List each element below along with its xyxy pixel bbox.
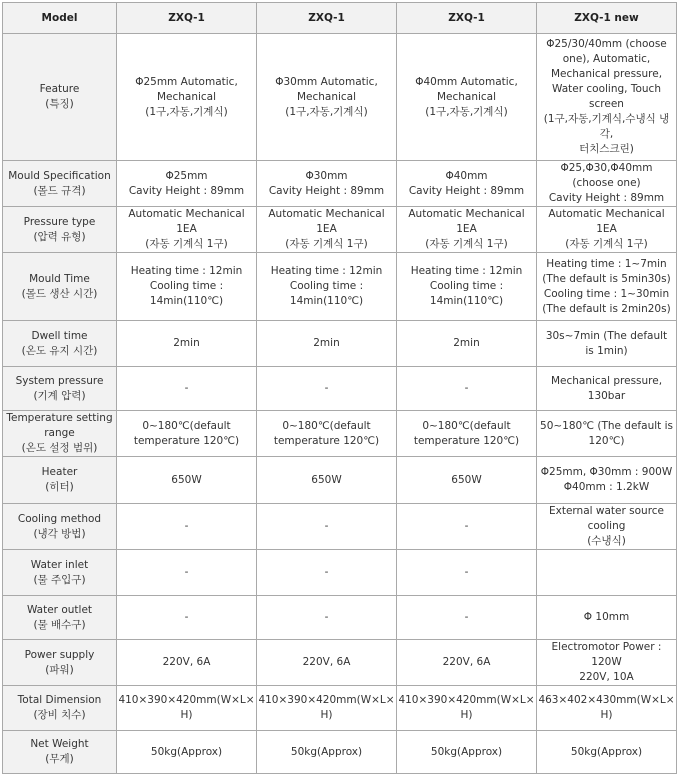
cell-line: - xyxy=(184,382,189,394)
row-label xyxy=(3,731,117,774)
table-cell xyxy=(537,457,677,504)
table-cell xyxy=(257,207,397,253)
cell-line: 650W xyxy=(171,473,202,486)
table-cell xyxy=(537,550,677,596)
row-label-text: Mould Time xyxy=(29,272,90,285)
cell-line: 0~180℃(default xyxy=(142,419,231,432)
row-label-korean: (기계 압력) xyxy=(33,389,86,402)
cell-line: Cooling time : xyxy=(289,280,364,292)
row-label-korean: (압력 유형) xyxy=(33,230,86,243)
cell-line: - xyxy=(324,520,329,532)
table-cell xyxy=(537,504,677,550)
cell-line: Heating time : 12min xyxy=(270,265,383,277)
cell-line: (The default is 5min30s) xyxy=(542,272,671,285)
table-row xyxy=(3,457,677,504)
header-row xyxy=(3,3,677,34)
row-label-text: System pressure xyxy=(15,374,104,387)
table-row xyxy=(3,550,677,596)
table-row xyxy=(3,34,677,161)
table-cell xyxy=(117,34,257,161)
row-label-korean: (온도 유지 시간) xyxy=(21,344,98,357)
cell-line: screen xyxy=(589,98,624,110)
cell-line: 0~180℃(default xyxy=(422,419,511,432)
row-label xyxy=(3,207,117,253)
row-label-text: Temperature setting range xyxy=(6,412,113,439)
row-label-korean: (물 배수구) xyxy=(33,618,86,631)
cell-line: Cavity Height : 89mm xyxy=(548,192,665,204)
cell-line: temperature 120℃) xyxy=(133,434,240,447)
table-row xyxy=(3,321,677,367)
cell-line: Φ40mm : 1.2kW xyxy=(563,481,650,493)
table-row xyxy=(3,596,677,640)
cell-line: Cooling time : xyxy=(429,280,504,292)
cell-line: External water source xyxy=(548,505,665,517)
table-cell xyxy=(397,596,537,640)
cell-line: Φ 10mm xyxy=(583,611,630,623)
row-label-text: Power supply xyxy=(24,648,95,661)
cell-line: 120℃) xyxy=(588,434,625,447)
table-cell xyxy=(117,457,257,504)
cell-line: Electromotor Power : xyxy=(551,641,662,653)
row-label-korean: (무게) xyxy=(45,753,74,765)
row-label-korean: (몰드 규격) xyxy=(33,184,86,197)
cell-line: 14min(110℃) xyxy=(429,295,504,307)
cell-line: (1구,자동,기계식) xyxy=(145,105,228,118)
cell-line: 220V, 10A xyxy=(579,671,634,683)
table-cell xyxy=(397,367,537,411)
table-cell xyxy=(397,550,537,596)
cell-line: 410×390×420mm(W×L×H) xyxy=(398,694,535,721)
row-label-text: Cooling method xyxy=(17,512,102,525)
row-label-korean: (파워) xyxy=(45,663,74,676)
cell-line: temperature 120℃) xyxy=(273,434,380,447)
cell-line: Heating time : 12min xyxy=(410,265,523,277)
cell-line: - xyxy=(184,611,189,623)
cell-line: 650W xyxy=(451,473,482,486)
table-cell xyxy=(537,161,677,207)
table-cell xyxy=(397,686,537,731)
table-row xyxy=(3,686,677,731)
row-label-korean: (온도 설정 범위) xyxy=(21,442,98,454)
row-label xyxy=(3,504,117,550)
row-label xyxy=(3,640,117,686)
row-label xyxy=(3,161,117,207)
table-cell xyxy=(117,253,257,321)
table-cell xyxy=(117,731,257,774)
cell-line: Φ30mm xyxy=(305,169,348,182)
table-cell xyxy=(257,504,397,550)
table-row xyxy=(3,640,677,686)
cell-line: - xyxy=(184,566,189,578)
row-label xyxy=(3,457,117,504)
table-cell xyxy=(397,457,537,504)
table-cell xyxy=(257,321,397,367)
table-cell xyxy=(537,640,677,686)
table-cell xyxy=(117,321,257,367)
row-label-text: Water outlet xyxy=(26,603,93,616)
cell-line: Φ25mm, Φ30mm : 900W xyxy=(540,466,673,478)
cell-line: (The default is 2min20s) xyxy=(542,302,671,315)
cell-line: Cavity Height : 89mm xyxy=(128,184,245,197)
table-cell xyxy=(397,640,537,686)
cell-line: cooling xyxy=(587,520,626,532)
cell-line: Mechanical pressure, xyxy=(550,68,663,80)
cell-line: 120W xyxy=(591,656,622,668)
cell-line: temperature 120℃) xyxy=(413,434,520,447)
cell-line: Cooling time : 1~30min xyxy=(543,287,670,300)
spec-table xyxy=(2,2,677,774)
table-cell xyxy=(257,367,397,411)
table-cell xyxy=(257,34,397,161)
cell-line: - xyxy=(464,566,469,578)
cell-line: 2min xyxy=(173,337,200,349)
table-cell xyxy=(537,411,677,457)
cell-line: is 1min) xyxy=(585,344,628,357)
cell-line: Mechanical xyxy=(156,90,217,103)
row-label-text: Feature xyxy=(39,83,80,95)
cell-line: (1구,자동,기계식,수냉식 냉 xyxy=(543,113,670,125)
table-cell xyxy=(397,321,537,367)
cell-line: Automatic Mechanical 1EA xyxy=(548,208,665,235)
table-cell xyxy=(117,207,257,253)
table-cell xyxy=(117,161,257,207)
table-cell xyxy=(117,504,257,550)
spec-body xyxy=(3,34,677,774)
table-row xyxy=(3,367,677,411)
cell-line: - xyxy=(464,382,469,394)
table-cell xyxy=(397,34,537,161)
cell-line: Automatic Mechanical 1EA xyxy=(408,208,525,235)
table-cell xyxy=(537,321,677,367)
cell-line: 410×390×420mm(W×L×H) xyxy=(118,694,255,721)
cell-line: one), Automatic, xyxy=(562,53,651,65)
table-row xyxy=(3,253,677,321)
cell-line: 50kg(Approx) xyxy=(290,745,363,758)
table-cell xyxy=(257,411,397,457)
cell-line: 650W xyxy=(311,473,342,486)
cell-line: 0~180℃(default xyxy=(282,419,371,432)
cell-line: Mechanical xyxy=(436,90,497,103)
row-label-text: Total Dimension xyxy=(17,694,102,706)
row-label-text: Heater xyxy=(41,466,78,478)
cell-line: Mechanical xyxy=(296,90,357,103)
header-col-3: ZXQ-1 xyxy=(397,3,537,34)
table-cell xyxy=(117,411,257,457)
cell-line: - xyxy=(464,520,469,532)
table-cell xyxy=(537,367,677,411)
row-label xyxy=(3,596,117,640)
cell-line: 50~180℃ (The default is xyxy=(540,419,673,432)
row-label xyxy=(3,686,117,731)
row-label-text: Pressure type xyxy=(23,215,96,228)
table-cell xyxy=(397,504,537,550)
row-label xyxy=(3,321,117,367)
table-cell xyxy=(117,686,257,731)
row-label-text: Mould Specification xyxy=(8,169,111,182)
table-cell xyxy=(537,34,677,161)
table-cell xyxy=(257,161,397,207)
table-cell xyxy=(397,207,537,253)
row-label-text: Dwell time xyxy=(31,329,88,342)
row-label-korean: (몰드 생산 시간) xyxy=(21,287,98,300)
cell-line: Cooling time : xyxy=(149,280,224,292)
table-cell xyxy=(537,207,677,253)
table-cell xyxy=(257,731,397,774)
cell-line: Automatic Mechanical 1EA xyxy=(268,208,385,235)
table-row xyxy=(3,731,677,774)
cell-line: Mechanical pressure, xyxy=(550,374,663,387)
table-cell xyxy=(117,596,257,640)
cell-line: (수냉식) xyxy=(587,535,626,547)
cell-line: Automatic Mechanical 1EA xyxy=(128,208,245,235)
cell-line: Heating time : 12min xyxy=(130,265,243,277)
cell-line: 410×390×420mm(W×L×H) xyxy=(258,694,395,721)
cell-line: Φ25,Φ30,Φ40mm xyxy=(560,162,653,174)
row-label xyxy=(3,34,117,161)
cell-line: (1구,자동,기계식) xyxy=(425,105,508,118)
cell-line: (자동 기계식 1구) xyxy=(565,238,648,250)
row-label-text: Net Weight xyxy=(30,738,89,750)
table-cell xyxy=(257,596,397,640)
cell-line: Cavity Height : 89mm xyxy=(408,184,525,197)
row-label xyxy=(3,367,117,411)
cell-line: - xyxy=(324,382,329,394)
table-cell xyxy=(257,550,397,596)
cell-line: - xyxy=(324,611,329,623)
cell-line: 50kg(Approx) xyxy=(570,745,643,758)
cell-line: 50kg(Approx) xyxy=(430,745,503,758)
cell-line: 463×402×430mm(W×L×H) xyxy=(538,694,675,721)
table-cell xyxy=(537,731,677,774)
table-cell xyxy=(257,686,397,731)
table-cell xyxy=(397,411,537,457)
cell-line: Φ40mm xyxy=(445,169,488,182)
header-col-4: ZXQ-1 new xyxy=(537,3,677,34)
table-cell xyxy=(257,253,397,321)
cell-line: Water cooling, Touch xyxy=(552,83,661,95)
table-row xyxy=(3,161,677,207)
table-row xyxy=(3,504,677,550)
row-label-korean: (장비 치수) xyxy=(33,709,86,721)
table-cell xyxy=(397,161,537,207)
cell-line: (자동 기계식 1구) xyxy=(425,238,508,250)
table-cell xyxy=(537,596,677,640)
table-cell xyxy=(257,640,397,686)
cell-line: Φ25mm xyxy=(165,169,208,182)
row-label-korean: (히터) xyxy=(45,481,74,493)
row-label-korean: (특징) xyxy=(45,98,74,110)
row-label-text: Water inlet xyxy=(30,558,89,571)
row-label xyxy=(3,550,117,596)
cell-line: (choose one) xyxy=(572,177,641,189)
cell-line: - xyxy=(184,520,189,532)
cell-line: Φ30mm Automatic, xyxy=(275,75,378,88)
row-label-korean: (냉각 방법) xyxy=(33,527,86,540)
cell-line: Cavity Height : 89mm xyxy=(268,184,385,197)
cell-line: 각, xyxy=(599,128,614,140)
row-label-korean: (물 주입구) xyxy=(33,573,86,586)
table-cell xyxy=(117,640,257,686)
cell-line: Heating time : 1~7min xyxy=(546,257,667,270)
cell-line: 220V, 6A xyxy=(302,656,351,668)
table-cell xyxy=(117,550,257,596)
header-col-1: ZXQ-1 xyxy=(117,3,257,34)
cell-line: 30s~7min (The default xyxy=(545,329,668,342)
cell-line: 50kg(Approx) xyxy=(150,745,223,758)
cell-line: 2min xyxy=(313,337,340,349)
cell-line: - xyxy=(324,566,329,578)
header-model: Model xyxy=(3,3,117,34)
cell-line: 220V, 6A xyxy=(162,656,211,668)
header-col-2: ZXQ-1 xyxy=(257,3,397,34)
table-cell xyxy=(397,731,537,774)
row-label xyxy=(3,253,117,321)
cell-line: (자동 기계식 1구) xyxy=(145,238,228,250)
cell-line: 14min(110℃) xyxy=(149,295,224,307)
cell-line: 터치스크린) xyxy=(579,143,634,155)
cell-line: (자동 기계식 1구) xyxy=(285,238,368,250)
table-cell xyxy=(537,253,677,321)
row-label xyxy=(3,411,117,457)
cell-line: Φ40mm Automatic, xyxy=(415,75,518,88)
cell-line: 2min xyxy=(453,337,480,349)
cell-line: 220V, 6A xyxy=(442,656,491,668)
table-row xyxy=(3,411,677,457)
cell-line: (1구,자동,기계식) xyxy=(285,105,368,118)
table-cell xyxy=(257,457,397,504)
table-row xyxy=(3,207,677,253)
cell-line: - xyxy=(464,611,469,623)
table-cell xyxy=(537,686,677,731)
cell-line: 130bar xyxy=(587,389,626,402)
table-cell xyxy=(397,253,537,321)
table-cell xyxy=(117,367,257,411)
cell-line: Φ25mm Automatic, xyxy=(135,75,238,88)
cell-line: 14min(110℃) xyxy=(289,295,364,307)
cell-line: Φ25/30/40mm (choose xyxy=(546,38,667,50)
